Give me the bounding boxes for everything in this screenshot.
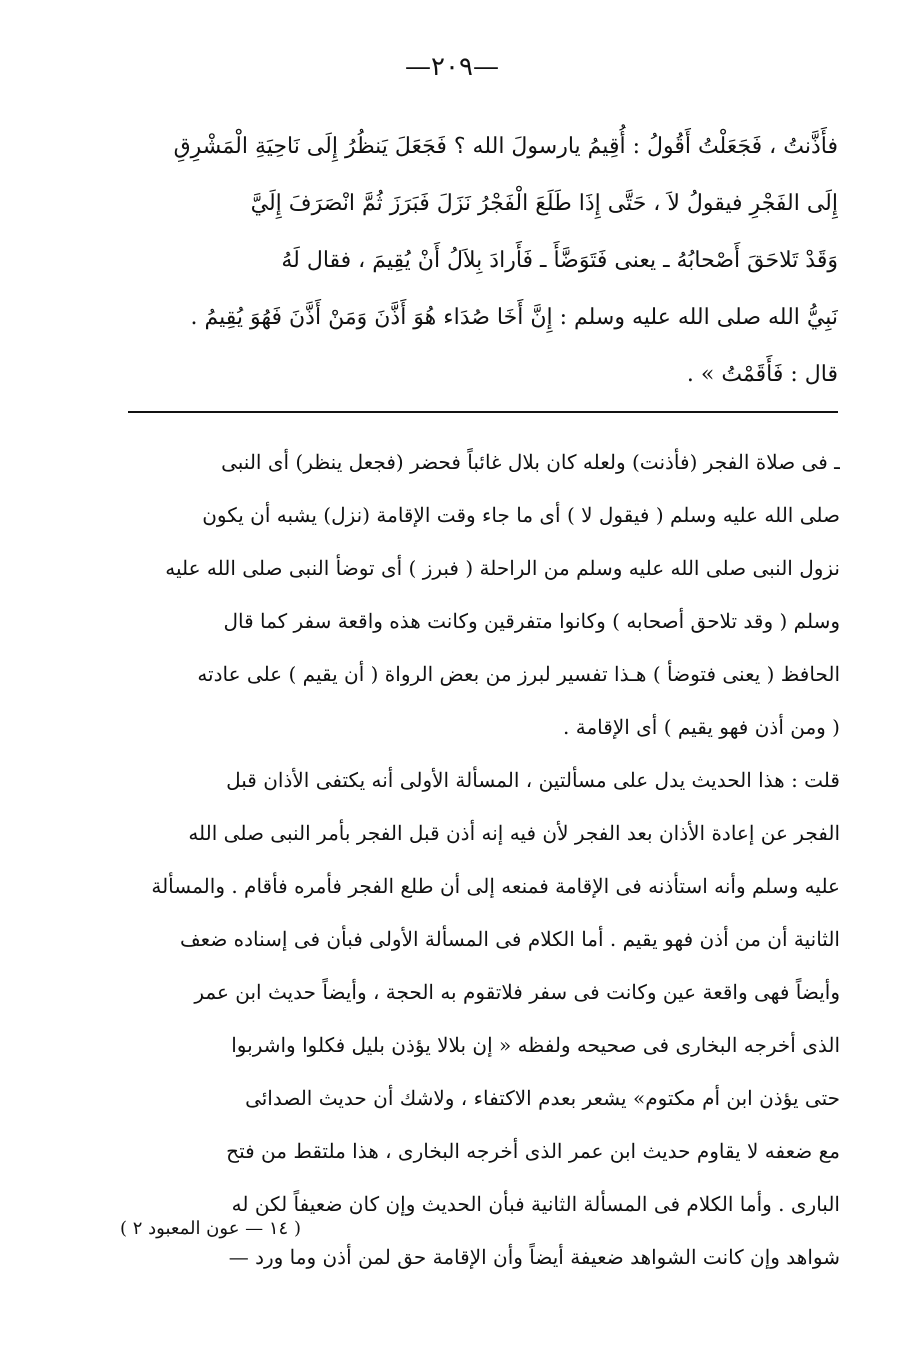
hadith-line: وَقَدْ تَلاحَقَ أَصْحابُهُ ـ يعنى فَتَوَضَّأَ ـ فَأَرادَ بِلاَلُ أَنْ يُقِيمَ ، فقال لَهُ [281, 248, 838, 273]
hadith-text [130, 118, 838, 403]
commentary-line: صلى الله عليه وسلم ( فيقول لا ) أى ما جاء وقت الإقامة (نزل) يشبه أن يكون [202, 503, 840, 527]
commentary-line: ـ فى صلاة الفجر (فأذنت) ولعله كان بلال غائباً فحضر (فجعل ينظر) أى النبى [221, 450, 840, 474]
commentary-line: نزول النبى صلى الله عليه وسلم من الراحلة ( فبرز ) أى توضأ النبى صلى الله عليه [165, 556, 840, 580]
commentary-line: شواهد وإن كانت الشواهد ضعيفة أيضاً وأن الإقامة حق لمن أذن وما ورد — [228, 1245, 840, 1269]
commentary-line: الفجر عن إعادة الأذان بعد الفجر لأن فيه إنه أذن قبل الفجر بأمر النبى صلى الله [188, 821, 840, 845]
commentary-line: حتى يؤذن ابن أم مكتوم» يشعر بعدم الاكتفاء ، ولاشك أن حديث الصدائى [245, 1086, 840, 1110]
hadith-line: فأَذَّنتُ ، فَجَعَلْتُ أَقُولُ : أُقِيمُ يارسولَ الله ؟ فَجَعَلَ يَنظُرُ إِلَى نَاحِيَةِ الْمَشْرِقِ [173, 134, 838, 159]
commentary-line: الحافظ ( يعنى فتوضأ ) هـذا تفسير لبرز من بعض الرواة ( أن يقيم ) على عادته [197, 662, 840, 686]
hadith-line: إِلَى الفَجْرِ فيقولُ لاَ ، حَتَّى إِذَا طَلَعَ الْفَجْرُ نَزَلَ فَبَرَزَ ثُمَّ انْصَرَفَ إِلَيَّ [250, 191, 838, 216]
commentary-line: عليه وسلم وأنه استأذنه فى الإقامة فمنعه إلى أن طلع الفجر فأمره فأقام . والمسألة [151, 874, 840, 898]
hadith-line: قال : فَأَقَمْتُ » . [686, 362, 838, 387]
commentary-line: الثانية أن من أذن فهو يقيم . أما الكلام فى المسألة الأولى فبأن فى إسناده ضعف [179, 927, 840, 951]
commentary-text [128, 436, 840, 1284]
commentary-line: مع ضعفه لا يقاوم حديث ابن عمر الذى أخرجه البخارى ، هذا ملتقط من فتح [226, 1139, 840, 1163]
commentary-line: قلت : هذا الحديث يدل على مسألتين ، المسألة الأولى أنه يكتفى الأذان قبل [226, 768, 840, 792]
commentary-line: البارى . وأما الكلام فى المسألة الثانية فبأن الحديث وإن كان ضعيفاً لكن له [231, 1192, 840, 1216]
signature-footnote: ( ١٤ — عون المعبود ٢ ) [120, 1218, 301, 1239]
commentary-line: الذى أخرجه البخارى فى صحيحه ولفظه « إن بلالا يؤذن بليل فكلوا واشربوا [231, 1033, 840, 1057]
commentary-line: وسلم ( وقد تلاحق أصحابه ) وكانوا متفرقين وكانت هذه واقعة سفر كما قال [223, 609, 840, 633]
commentary-line: وأيضاً فهى واقعة عين وكانت فى سفر فلاتقوم به الحجة ، وأيضاً حديث ابن عمر [194, 980, 840, 1004]
page-number: —٢٠٩— [405, 52, 499, 82]
hadith-line: نَبِيُّ الله صلى الله عليه وسلم : إِنَّ أَخَا صُدَاء هُوَ أَذَّنَ وَمَنْ أَذَّنَ فَهُوَ يُقِيمُ . [190, 305, 838, 330]
section-divider [128, 411, 838, 413]
commentary-line: ( ومن أذن فهو يقيم ) أى الإقامة . [563, 715, 840, 739]
